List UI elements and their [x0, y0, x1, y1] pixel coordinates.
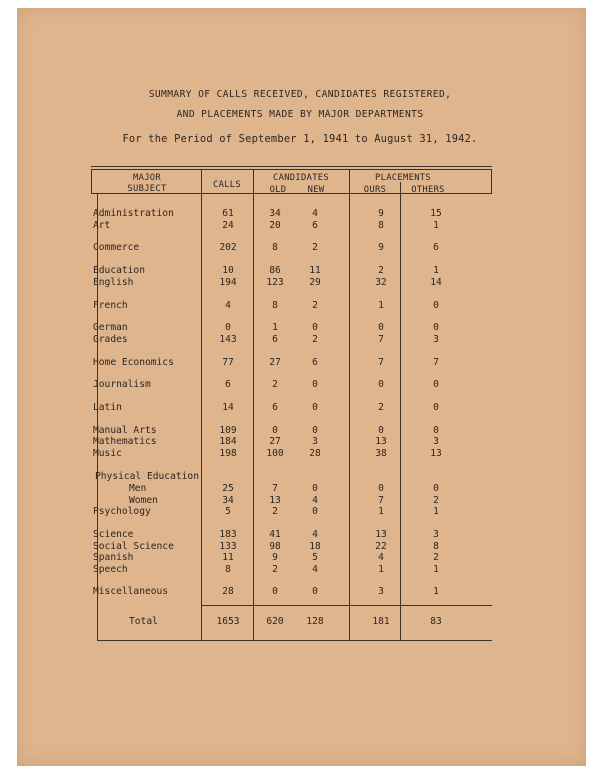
row-calls: 24 [222, 220, 234, 231]
row-subject: Home Economics [93, 357, 174, 368]
row-calls: 34 [222, 495, 234, 506]
row-old: 2 [272, 506, 278, 517]
row-others: 6 [433, 242, 439, 253]
row-subject: Manual Arts [93, 425, 157, 436]
row-ours: 38 [375, 448, 387, 459]
table-bottom-rule [97, 640, 492, 641]
row-ours: 8 [378, 220, 384, 231]
row-others: 1 [433, 265, 439, 276]
row-old: 41 [269, 529, 281, 540]
row-others: 2 [433, 552, 439, 563]
row-ours: 3 [378, 586, 384, 597]
header-ours: OURS [363, 185, 387, 195]
right-rule-header [491, 170, 492, 193]
row-old: 8 [272, 242, 278, 253]
row-calls: 5 [225, 506, 231, 517]
row-subject: Social Science [93, 541, 174, 552]
row-new: 2 [312, 300, 318, 311]
row-new: 4 [312, 495, 318, 506]
row-others: 0 [433, 483, 439, 494]
row-calls: 10 [222, 265, 234, 276]
row-ours: 13 [375, 529, 387, 540]
row-new: 0 [312, 506, 318, 517]
row-subject: French [93, 300, 128, 311]
summary-table [91, 166, 492, 641]
row-others: 1 [433, 586, 439, 597]
row-subject: Administration [93, 208, 174, 219]
row-subject: Men [129, 483, 147, 494]
row-others: 15 [430, 208, 442, 219]
row-subject: Commerce [93, 242, 140, 253]
row-ours: 0 [378, 483, 384, 494]
row-old: 2 [272, 564, 278, 575]
row-old: 123 [266, 277, 284, 288]
row-ours: 0 [378, 379, 384, 390]
row-calls: 184 [219, 436, 237, 447]
row-new: 6 [312, 357, 318, 368]
row-old: 1 [272, 322, 278, 333]
row-subject: Psychology [93, 506, 151, 517]
row-old: 98 [269, 541, 281, 552]
row-new: 28 [309, 448, 321, 459]
placements-rule [349, 170, 350, 641]
row-subject: Spanish [93, 552, 134, 563]
row-others: 0 [433, 402, 439, 413]
row-others: 3 [433, 436, 439, 447]
row-old: 2 [272, 379, 278, 390]
total-old: 620 [266, 616, 284, 627]
total-new: 128 [306, 616, 324, 627]
row-old: 13 [269, 495, 281, 506]
row-ours: 1 [378, 506, 384, 517]
calls-rule [201, 170, 202, 641]
row-ours: 9 [378, 242, 384, 253]
candidates-rule [253, 170, 254, 641]
header-placements: PLACEMENTS [375, 173, 431, 183]
row-calls: 11 [222, 552, 234, 563]
row-new: 11 [309, 265, 321, 276]
row-ours: 0 [378, 322, 384, 333]
row-old: 6 [272, 402, 278, 413]
row-old: 100 [266, 448, 284, 459]
header-others: OTHERS [411, 185, 445, 195]
row-new: 6 [312, 220, 318, 231]
title-line-3: For the Period of September 1, 1941 to August 31, 1942. [122, 133, 478, 145]
row-new: 4 [312, 564, 318, 575]
row-old: 27 [269, 436, 281, 447]
row-new: 0 [312, 483, 318, 494]
row-calls: 202 [219, 242, 237, 253]
row-calls: 25 [222, 483, 234, 494]
row-calls: 61 [222, 208, 234, 219]
row-others: 7 [433, 357, 439, 368]
header-new: NEW [307, 185, 325, 195]
row-subject: Latin [93, 402, 122, 413]
row-ours: 13 [375, 436, 387, 447]
row-others: 0 [433, 379, 439, 390]
row-calls: 133 [219, 541, 237, 552]
row-subject: Grades [93, 334, 128, 345]
row-others: 0 [433, 322, 439, 333]
row-subject: Music [93, 448, 122, 459]
row-calls: 0 [225, 322, 231, 333]
row-old: 20 [269, 220, 281, 231]
row-ours: 7 [378, 334, 384, 345]
row-new: 3 [312, 436, 318, 447]
row-others: 2 [433, 495, 439, 506]
row-old: 0 [272, 586, 278, 597]
row-others: 14 [430, 277, 442, 288]
row-new: 4 [312, 529, 318, 540]
row-old: 9 [272, 552, 278, 563]
row-new: 4 [312, 208, 318, 219]
row-old: 6 [272, 334, 278, 345]
total-rule [201, 605, 492, 606]
row-calls: 194 [219, 277, 237, 288]
row-ours: 1 [378, 300, 384, 311]
header-subject: SUBJECT [127, 184, 167, 194]
row-ours: 4 [378, 552, 384, 563]
row-ours: 22 [375, 541, 387, 552]
title-line-1: SUMMARY OF CALLS RECEIVED, CANDIDATES REGISTERED, [148, 89, 452, 100]
row-ours: 9 [378, 208, 384, 219]
header-old: OLD [269, 185, 287, 195]
row-subject: Journalism [93, 379, 151, 390]
row-calls: 109 [219, 425, 237, 436]
row-subject: Miscellaneous [93, 586, 169, 597]
row-calls: 77 [222, 357, 234, 368]
row-others: 8 [433, 541, 439, 552]
row-others: 13 [430, 448, 442, 459]
row-calls: 198 [219, 448, 237, 459]
row-subject: Speech [93, 564, 128, 575]
header-calls: CALLS [213, 180, 241, 190]
table-top-rule [91, 166, 492, 167]
row-others: 3 [433, 334, 439, 345]
row-others: 1 [433, 220, 439, 231]
row-calls: 28 [222, 586, 234, 597]
title-line-2: AND PLACEMENTS MADE BY MAJOR DEPARTMENTS [176, 109, 424, 120]
left-rule-header [91, 170, 92, 193]
total-ours: 181 [372, 616, 390, 627]
row-old: 86 [269, 265, 281, 276]
row-subject: Physical Education [95, 471, 199, 482]
row-new: 0 [312, 322, 318, 333]
row-calls: 6 [225, 379, 231, 390]
row-calls: 14 [222, 402, 234, 413]
row-ours: 2 [378, 265, 384, 276]
row-calls: 143 [219, 334, 237, 345]
row-calls: 8 [225, 564, 231, 575]
row-ours: 7 [378, 357, 384, 368]
row-new: 2 [312, 334, 318, 345]
row-new: 0 [312, 586, 318, 597]
row-others: 0 [433, 425, 439, 436]
row-new: 29 [309, 277, 321, 288]
row-subject: Science [93, 529, 134, 540]
row-old: 8 [272, 300, 278, 311]
row-subject: German [93, 322, 128, 333]
row-ours: 2 [378, 402, 384, 413]
row-calls: 183 [219, 529, 237, 540]
row-old: 0 [272, 425, 278, 436]
header-major: MAJOR [133, 173, 161, 183]
row-new: 5 [312, 552, 318, 563]
total-label: Total [129, 616, 158, 627]
total-calls: 1653 [216, 616, 240, 627]
row-subject: Art [93, 220, 111, 231]
row-new: 2 [312, 242, 318, 253]
row-ours: 32 [375, 277, 387, 288]
row-new: 18 [309, 541, 321, 552]
row-new: 0 [312, 379, 318, 390]
table-top-rule-inner [91, 169, 492, 170]
row-subject: Women [129, 495, 158, 506]
row-old: 27 [269, 357, 281, 368]
row-new: 0 [312, 425, 318, 436]
row-old: 34 [269, 208, 281, 219]
row-others: 1 [433, 564, 439, 575]
row-new: 0 [312, 402, 318, 413]
row-calls: 4 [225, 300, 231, 311]
row-subject: Education [93, 265, 145, 276]
row-ours: 7 [378, 495, 384, 506]
row-subject: Mathematics [93, 436, 157, 447]
total-others: 83 [430, 616, 442, 627]
row-old: 7 [272, 483, 278, 494]
header-candidates: CANDIDATES [273, 173, 329, 183]
row-others: 1 [433, 506, 439, 517]
row-others: 0 [433, 300, 439, 311]
row-subject: English [93, 277, 134, 288]
row-others: 3 [433, 529, 439, 540]
row-ours: 0 [378, 425, 384, 436]
row-ours: 1 [378, 564, 384, 575]
